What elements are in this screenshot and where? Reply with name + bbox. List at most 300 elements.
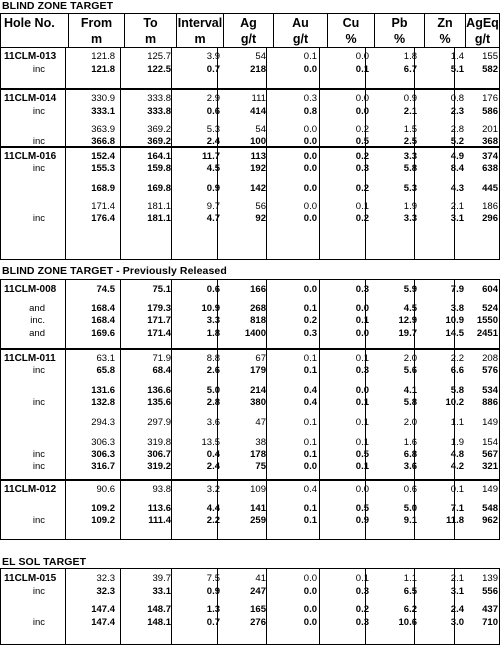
cell-from: 90.6 xyxy=(96,484,115,495)
cell-pb: 4.5 xyxy=(403,303,417,314)
interval-qualifier: inc xyxy=(32,106,45,117)
section-title-previously-released: BLIND ZONE TARGET - Previously Released xyxy=(2,265,227,277)
cell-au: 0.8 xyxy=(303,106,317,117)
cell-zn: 3.8 xyxy=(450,303,464,314)
cell-zn: 2.1 xyxy=(450,573,464,584)
table-row xyxy=(1,449,500,461)
cell-cu: 0.3 xyxy=(355,284,369,295)
table-row xyxy=(1,315,500,327)
cell-ageq: 149 xyxy=(482,484,498,495)
cell-from: 294.3 xyxy=(91,417,115,428)
cell-interval: 11.7 xyxy=(202,151,220,162)
cell-cu: 0.0 xyxy=(355,303,369,314)
cell-ag: 111 xyxy=(251,93,266,104)
cell-au: 0.1 xyxy=(303,449,317,460)
section-title-el-sol: EL SOL TARGET xyxy=(2,556,87,568)
cell-from: 155.3 xyxy=(91,163,115,174)
cell-from: 74.5 xyxy=(96,284,115,295)
cell-interval: 3.6 xyxy=(206,417,220,428)
cell-interval: 0.4 xyxy=(206,449,220,460)
cell-to: 148.7 xyxy=(147,604,171,615)
cell-pb: 5.0 xyxy=(403,503,417,514)
cell-ageq: 176 xyxy=(482,93,498,104)
cell-to: 148.1 xyxy=(147,617,171,628)
cell-ag: 75 xyxy=(255,461,266,472)
cell-ageq: 886 xyxy=(482,397,498,408)
cell-ageq: 582 xyxy=(482,64,498,75)
cell-ag: 268 xyxy=(250,303,266,314)
cell-interval: 7.5 xyxy=(206,573,220,584)
cell-zn: 7.1 xyxy=(450,503,464,514)
cell-zn: 14.5 xyxy=(445,328,464,339)
cell-pb: 3.3 xyxy=(403,151,417,162)
cell-au: 0.3 xyxy=(303,93,317,104)
cell-ageq: 524 xyxy=(482,303,498,314)
cell-au: 0.0 xyxy=(303,604,317,615)
cell-from: 32.3 xyxy=(96,586,115,597)
cell-to: 171.7 xyxy=(147,315,171,326)
cell-ageq: 576 xyxy=(482,365,498,376)
cell-pb: 1.8 xyxy=(403,51,417,62)
cell-cu: 0.1 xyxy=(355,315,369,326)
cell-ag: 259 xyxy=(250,515,266,526)
cell-ageq: 445 xyxy=(482,183,498,194)
cell-to: 319.2 xyxy=(147,461,171,472)
cell-ageq: 201 xyxy=(482,124,498,135)
cell-au: 0.0 xyxy=(303,213,317,224)
cell-pb: 5.3 xyxy=(403,183,417,194)
cell-to: 164.1 xyxy=(147,151,171,162)
cell-pb: 5.6 xyxy=(403,365,417,376)
cell-zn: 0.8 xyxy=(450,93,464,104)
cell-pb: 2.5 xyxy=(403,136,417,147)
cell-from: 168.4 xyxy=(91,303,115,314)
header-zn: Zn % xyxy=(425,14,466,48)
cell-zn: 4.9 xyxy=(450,151,464,162)
cell-to: 181.1 xyxy=(147,213,171,224)
cell-pb: 1.9 xyxy=(403,201,417,212)
cell-ageq: 567 xyxy=(482,449,498,460)
cell-from: 168.9 xyxy=(91,183,115,194)
interval-qualifier: inc xyxy=(32,397,45,408)
header-to: To m xyxy=(125,14,177,48)
hole-block xyxy=(0,568,500,645)
cell-to: 136.6 xyxy=(147,385,171,396)
table-row xyxy=(1,503,500,515)
hole-block xyxy=(0,480,500,540)
cell-ageq: 208 xyxy=(482,353,498,364)
cell-cu: 0.2 xyxy=(355,604,369,615)
cell-pb: 3.6 xyxy=(403,461,417,472)
interval-qualifier: inc xyxy=(32,136,45,147)
cell-cu: 0.2 xyxy=(355,213,369,224)
cell-au: 0.0 xyxy=(303,151,317,162)
table-row xyxy=(1,151,500,163)
cell-to: 159.8 xyxy=(147,163,171,174)
hole-number: 11CLM-013 xyxy=(4,51,57,62)
cell-ag: 165 xyxy=(250,604,266,615)
cell-au: 0.4 xyxy=(303,397,317,408)
hole-block xyxy=(0,349,500,480)
cell-cu: 0.1 xyxy=(355,353,369,364)
cell-ageq: 534 xyxy=(482,385,498,396)
section-title-blind-zone: BLIND ZONE TARGET xyxy=(2,0,114,12)
table-row xyxy=(1,213,500,225)
cell-pb: 5.8 xyxy=(403,397,417,408)
cell-zn: 3.1 xyxy=(450,586,464,597)
cell-zn: 2.8 xyxy=(450,124,464,135)
cell-au: 0.1 xyxy=(303,303,317,314)
cell-ag: 54 xyxy=(255,51,266,62)
cell-interval: 0.6 xyxy=(206,106,220,117)
cell-to: 369.2 xyxy=(147,136,171,147)
cell-ag: 214 xyxy=(250,385,266,396)
cell-interval: 3.2 xyxy=(206,484,220,495)
interval-qualifier: and xyxy=(29,303,45,314)
table-row xyxy=(1,484,500,496)
cell-ag: 192 xyxy=(250,163,266,174)
cell-ag: 276 xyxy=(250,617,266,628)
interval-qualifier: inc xyxy=(32,365,45,376)
cell-au: 0.4 xyxy=(303,484,317,495)
cell-ageq: 149 xyxy=(482,417,498,428)
cell-ag: 54 xyxy=(255,124,266,135)
cell-interval: 5.0 xyxy=(206,385,220,396)
cell-to: 71.9 xyxy=(152,353,171,364)
interval-qualifier: inc xyxy=(32,586,45,597)
table-row xyxy=(1,51,500,63)
cell-pb: 6.5 xyxy=(403,586,417,597)
cell-ageq: 321 xyxy=(482,461,498,472)
cell-au: 0.4 xyxy=(303,385,317,396)
cell-ageq: 638 xyxy=(482,163,498,174)
table-row xyxy=(1,201,500,213)
cell-ag: 109 xyxy=(250,484,266,495)
cell-pb: 3.3 xyxy=(403,213,417,224)
table-row xyxy=(1,437,500,449)
cell-cu: 0.1 xyxy=(355,397,369,408)
cell-ageq: 296 xyxy=(482,213,498,224)
cell-pb: 10.6 xyxy=(398,617,417,628)
cell-pb: 4.1 xyxy=(403,385,417,396)
cell-au: 0.0 xyxy=(303,124,317,135)
cell-cu: 0.0 xyxy=(355,328,369,339)
table-row xyxy=(1,397,500,409)
cell-au: 0.1 xyxy=(303,353,317,364)
cell-pb: 2.0 xyxy=(403,417,417,428)
hole-block xyxy=(0,147,500,260)
cell-interval: 0.6 xyxy=(206,284,220,295)
cell-interval: 2.4 xyxy=(206,136,220,147)
cell-au: 0.1 xyxy=(303,503,317,514)
hole-block xyxy=(0,89,500,147)
interval-qualifier: inc. xyxy=(30,315,45,326)
cell-au: 0.0 xyxy=(303,64,317,75)
table-row xyxy=(1,163,500,175)
cell-cu: 0.0 xyxy=(355,51,369,62)
cell-au: 0.1 xyxy=(303,365,317,376)
header-pb: Pb % xyxy=(375,14,425,48)
cell-interval: 4.7 xyxy=(206,213,220,224)
hole-number: 11CLM-011 xyxy=(4,353,56,364)
cell-cu: 0.0 xyxy=(355,93,369,104)
table-header xyxy=(0,13,500,48)
cell-zn: 5.8 xyxy=(450,385,464,396)
cell-interval: 4.5 xyxy=(206,163,220,174)
cell-ag: 142 xyxy=(250,183,266,194)
cell-ag: 414 xyxy=(250,106,266,117)
hole-number: 11CLM-012 xyxy=(4,484,57,495)
cell-ag: 67 xyxy=(255,353,266,364)
cell-to: 181.1 xyxy=(147,201,171,212)
cell-from: 147.4 xyxy=(91,617,115,628)
cell-zn: 1.1 xyxy=(450,417,464,428)
table-row xyxy=(1,93,500,105)
cell-from: 132.8 xyxy=(91,397,115,408)
cell-interval: 0.9 xyxy=(206,586,220,597)
cell-ageq: 368 xyxy=(482,136,498,147)
header-cu: Cu % xyxy=(328,14,375,48)
table-row xyxy=(1,604,500,616)
cell-from: 63.1 xyxy=(96,353,115,364)
cell-au: 0.0 xyxy=(303,183,317,194)
hole-block xyxy=(0,47,500,89)
cell-interval: 13.5 xyxy=(201,437,220,448)
cell-ageq: 604 xyxy=(482,284,498,295)
cell-interval: 0.9 xyxy=(206,183,220,194)
cell-interval: 3.3 xyxy=(206,315,220,326)
cell-au: 0.0 xyxy=(303,586,317,597)
cell-pb: 5.9 xyxy=(403,284,417,295)
cell-interval: 1.3 xyxy=(206,604,220,615)
cell-pb: 6.8 xyxy=(403,449,417,460)
cell-to: 113.6 xyxy=(147,503,171,514)
hole-number: 11CLM-016 xyxy=(4,151,57,162)
cell-zn: 11.8 xyxy=(446,515,464,526)
cell-cu: 0.0 xyxy=(355,484,369,495)
hole-number: 11CLM-015 xyxy=(4,573,57,584)
header-au: Au g/t xyxy=(274,14,328,48)
hole-number: 11CLM-014 xyxy=(4,93,57,104)
cell-cu: 0.3 xyxy=(355,617,369,628)
cell-ageq: 139 xyxy=(482,573,498,584)
cell-interval: 3.9 xyxy=(206,51,220,62)
cell-to: 33.1 xyxy=(152,586,171,597)
cell-interval: 0.7 xyxy=(206,617,220,628)
cell-pb: 6.2 xyxy=(403,604,417,615)
cell-from: 109.2 xyxy=(91,503,115,514)
cell-ageq: 586 xyxy=(482,106,498,117)
cell-cu: 0.2 xyxy=(355,183,369,194)
cell-cu: 0.0 xyxy=(355,385,369,396)
table-row xyxy=(1,284,500,296)
cell-ag: 92 xyxy=(255,213,266,224)
cell-to: 122.5 xyxy=(147,64,171,75)
cell-cu: 0.0 xyxy=(355,106,369,117)
cell-to: 93.8 xyxy=(152,484,171,495)
table-row xyxy=(1,183,500,195)
cell-ageq: 374 xyxy=(482,151,498,162)
cell-ag: 1400 xyxy=(244,328,266,339)
cell-ag: 247 xyxy=(250,586,266,597)
cell-interval: 5.3 xyxy=(206,124,220,135)
cell-zn: 5.1 xyxy=(450,64,464,75)
cell-zn: 4.3 xyxy=(450,183,464,194)
interval-qualifier: inc xyxy=(32,213,45,224)
cell-au: 0.0 xyxy=(303,201,317,212)
cell-from: 32.3 xyxy=(96,573,115,584)
cell-to: 68.4 xyxy=(152,365,171,376)
cell-ag: 141 xyxy=(250,503,266,514)
table-row xyxy=(1,515,500,527)
cell-zn: 2.4 xyxy=(450,604,464,615)
table-row xyxy=(1,328,500,340)
cell-cu: 0.9 xyxy=(355,515,369,526)
cell-au: 0.0 xyxy=(303,573,317,584)
cell-ageq: 962 xyxy=(482,515,498,526)
cell-au: 0.0 xyxy=(303,163,317,174)
cell-interval: 0.7 xyxy=(206,64,220,75)
cell-from: 152.4 xyxy=(91,151,115,162)
interval-qualifier: inc xyxy=(32,461,45,472)
cell-pb: 12.9 xyxy=(398,315,417,326)
cell-pb: 5.8 xyxy=(403,163,417,174)
cell-zn: 2.2 xyxy=(450,353,464,364)
table-row xyxy=(1,586,500,598)
cell-pb: 1.5 xyxy=(403,124,417,135)
cell-pb: 6.7 xyxy=(403,64,417,75)
table-row xyxy=(1,365,500,377)
cell-ag: 100 xyxy=(250,136,266,147)
cell-to: 75.1 xyxy=(152,284,171,295)
cell-zn: 2.1 xyxy=(450,201,464,212)
table-row xyxy=(1,461,500,473)
table-row xyxy=(1,124,500,136)
hole-block xyxy=(0,279,500,349)
cell-ageq: 556 xyxy=(482,586,498,597)
cell-ageq: 155 xyxy=(482,51,498,62)
cell-to: 333.8 xyxy=(147,93,171,104)
cell-zn: 10.2 xyxy=(445,397,464,408)
cell-cu: 0.3 xyxy=(355,586,369,597)
cell-interval: 4.4 xyxy=(206,503,220,514)
cell-from: 316.7 xyxy=(91,461,115,472)
cell-from: 121.8 xyxy=(91,64,115,75)
cell-zn: 7.9 xyxy=(450,284,464,295)
cell-ag: 380 xyxy=(250,397,266,408)
cell-ageq: 1550 xyxy=(476,315,498,326)
cell-pb: 2.0 xyxy=(403,353,417,364)
table-row xyxy=(1,64,500,76)
cell-from: 65.8 xyxy=(96,365,115,376)
header-ageq: AgEq g/t xyxy=(466,14,500,48)
cell-cu: 0.5 xyxy=(355,449,369,460)
cell-au: 0.3 xyxy=(303,328,317,339)
cell-au: 0.1 xyxy=(303,515,317,526)
table-row xyxy=(1,106,500,118)
table-row xyxy=(1,417,500,429)
cell-ageq: 2451 xyxy=(476,328,498,339)
cell-au: 0.0 xyxy=(303,617,317,628)
cell-ageq: 154 xyxy=(482,437,498,448)
table-row xyxy=(1,353,500,365)
cell-au: 0.1 xyxy=(303,417,317,428)
table-row xyxy=(1,303,500,315)
cell-to: 125.7 xyxy=(147,51,171,62)
cell-interval: 2.4 xyxy=(206,461,220,472)
cell-to: 171.4 xyxy=(147,328,171,339)
interval-qualifier: inc xyxy=(32,515,45,526)
cell-au: 0.0 xyxy=(303,136,317,147)
cell-ag: 47 xyxy=(255,417,266,428)
cell-from: 147.4 xyxy=(91,604,115,615)
cell-to: 179.3 xyxy=(147,303,171,314)
cell-from: 333.1 xyxy=(91,106,115,117)
cell-zn: 5.2 xyxy=(450,136,464,147)
cell-au: 0.1 xyxy=(303,437,317,448)
cell-au: 0.0 xyxy=(303,461,317,472)
interval-qualifier: inc xyxy=(32,617,45,628)
cell-zn: 10.9 xyxy=(445,315,464,326)
cell-pb: 19.7 xyxy=(398,328,417,339)
cell-cu: 0.1 xyxy=(355,573,369,584)
cell-from: 171.4 xyxy=(91,201,115,212)
header-ag: Ag g/t xyxy=(224,14,274,48)
cell-to: 319.8 xyxy=(147,437,171,448)
cell-interval: 8.8 xyxy=(206,353,220,364)
cell-to: 297.9 xyxy=(147,417,171,428)
cell-to: 135.6 xyxy=(147,397,171,408)
cell-to: 169.8 xyxy=(147,183,171,194)
cell-from: 131.6 xyxy=(91,385,115,396)
cell-cu: 0.3 xyxy=(355,163,369,174)
cell-ag: 38 xyxy=(255,437,266,448)
cell-ageq: 548 xyxy=(482,503,498,514)
cell-from: 366.8 xyxy=(91,136,115,147)
cell-cu: 0.1 xyxy=(355,201,369,212)
table-row xyxy=(1,617,500,629)
header-interval: Interval m xyxy=(177,14,224,48)
cell-from: 169.6 xyxy=(91,328,115,339)
cell-ag: 113 xyxy=(250,151,266,162)
cell-pb: 0.9 xyxy=(403,93,417,104)
table-row xyxy=(1,573,500,585)
cell-from: 109.2 xyxy=(91,515,115,526)
cell-cu: 0.1 xyxy=(355,64,369,75)
cell-zn: 4.2 xyxy=(450,461,464,472)
cell-au: 0.1 xyxy=(303,51,317,62)
cell-interval: 10.9 xyxy=(201,303,220,314)
cell-from: 363.9 xyxy=(91,124,115,135)
cell-interval: 1.8 xyxy=(206,328,220,339)
cell-cu: 0.2 xyxy=(355,151,369,162)
cell-ageq: 710 xyxy=(482,617,498,628)
cell-ag: 179 xyxy=(250,365,266,376)
cell-cu: 0.1 xyxy=(355,461,369,472)
cell-interval: 2.6 xyxy=(206,365,220,376)
cell-ag: 41 xyxy=(255,573,266,584)
cell-from: 121.8 xyxy=(91,51,115,62)
cell-interval: 9.7 xyxy=(206,201,220,212)
cell-from: 168.4 xyxy=(91,315,115,326)
cell-pb: 0.6 xyxy=(403,484,417,495)
cell-zn: 1.9 xyxy=(450,437,464,448)
cell-from: 306.3 xyxy=(91,449,115,460)
cell-au: 0.0 xyxy=(303,284,317,295)
header-hole: Hole No. xyxy=(1,14,69,48)
cell-ag: 166 xyxy=(250,284,266,295)
cell-au: 0.2 xyxy=(303,315,317,326)
